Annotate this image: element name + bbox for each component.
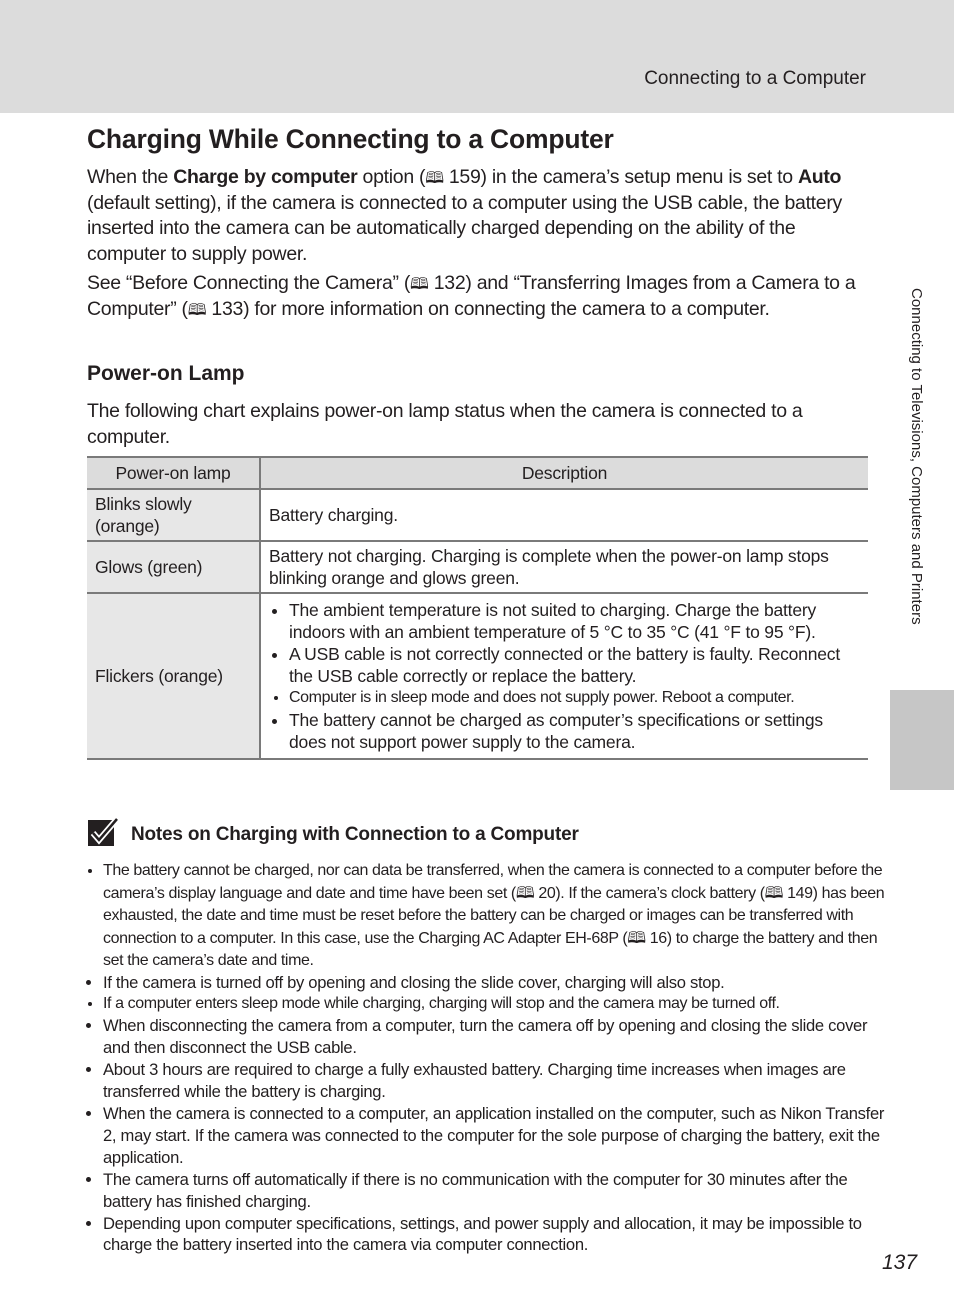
page-reference-icon: 🕮 (187, 299, 207, 319)
list-item: • The battery cannot be charged as computer’s specifications or settings does not support power supply to the camera. (289, 709, 860, 753)
intro-text: See “Before Connecting the Camera” ( (87, 272, 411, 294)
list-item: • When disconnecting the camera from a computer, turn the camera off by opening and closing the slide cover and then disconnect the USB cable. (103, 1015, 888, 1059)
intro-text: 159) in the camera’s setup menu is set to (443, 166, 798, 188)
power-on-lamp-description: The following chart explains power-on lamp status when the camera is connected to a computer. (87, 400, 803, 448)
description-cell: Battery charging. (260, 489, 868, 541)
intro-text: 133) for more information on connecting the camera to a computer. (206, 297, 770, 320)
list-item: • The camera turns off automatically if there is no communication with the computer for 30 minutes after the battery has finished charging. (103, 1169, 888, 1213)
intro-paragraph-1 (87, 165, 877, 267)
side-section-label (888, 288, 928, 708)
charge-by-computer-term: Charge by computer (173, 166, 358, 188)
note-text: 20). If the camera’s clock battery ( (534, 884, 765, 902)
power-on-lamp-heading: Power-on Lamp (87, 362, 245, 385)
list-item: • When the camera is connected to a computer, an application installed on the computer, such as Nikon Transfer 2, may start. If the camera was connected to the computer for the sole purpose of charging the battery, exit the application. (103, 1103, 888, 1169)
lamp-status-cell: Blinks slowly (orange) (87, 489, 260, 541)
side-section-label-text: Connecting to Televisions, Computers and Printers (908, 288, 925, 625)
list-item: • Depending upon computer specifications, settings, and power supply and allocation, it may be impossible to charge the battery inserted into the camera via computer connection. (103, 1213, 888, 1257)
checkmark-note-icon (87, 817, 119, 849)
intro-paragraph-2 (87, 271, 877, 322)
table-row (87, 541, 868, 593)
table-row (87, 593, 868, 759)
lamp-status-cell: Flickers (orange) (87, 593, 260, 759)
list-item: • A USB cable is not correctly connected or the battery is faulty. Reconnect the USB cable correctly or replace the battery. (289, 643, 860, 687)
page-reference-icon: 🕮 (410, 274, 429, 293)
section-header-title: Connecting to a Computer (644, 68, 866, 89)
description-bullet-list (269, 599, 860, 753)
intro-text: 132) and “Transferring Images from a Camera to a Computer” ( (87, 272, 856, 320)
intro-text: (default setting), if the camera is connected to a computer using the USB cable, the battery inserted into the camera can be automatically charged depending on the ability of the computer to supply power. (87, 191, 842, 265)
list-item: • The ambient temperature is not suited to charging. Charge the battery indoors with an ambient temperature of 5 °C to 35 °C (41 °F to 95 °F). (289, 599, 860, 643)
side-thumb-tab (890, 690, 954, 790)
list-item: • If the camera is turned off by opening and closing the slide cover, charging will also stop. (103, 972, 888, 994)
notes-title: Notes on Charging with Connection to a Computer (131, 824, 579, 845)
table-row (87, 489, 868, 541)
note-text: The battery cannot be charged, nor can data be transferred, when the camera is connected to a computer before the camera’s display language and date and time have been set ( (103, 862, 883, 902)
power-on-lamp-table (87, 456, 868, 760)
column-header-description: Description (260, 457, 868, 489)
page-number: 137 (882, 1251, 918, 1274)
column-header-lamp: Power-on lamp (87, 457, 260, 489)
page-header-band (0, 0, 954, 113)
list-item: • If a computer enters sleep mode while charging, charging will stop and the camera may be turned off. (103, 993, 888, 1015)
intro-text: When the (87, 166, 174, 188)
list-item: • About 3 hours are required to charge a fully exhausted battery. Charging time increases when images are transferred while the battery is charging. (103, 1059, 888, 1103)
page-reference-icon: 🕮 (764, 882, 784, 902)
notes-list (87, 860, 888, 1256)
note-text: 149) has been exhausted, the date and time must be reset before the battery can be charged or images can be transferred with connection to a computer. In this case, use the Charging AC Adapter EH-68P ( (103, 884, 885, 947)
intro-text: option ( (357, 166, 426, 188)
description-cell (260, 593, 868, 759)
list-item: • Computer is in sleep mode and does not supply power. Reboot a computer. (289, 687, 860, 709)
page-reference-icon: 🕮 (627, 927, 646, 947)
table-header-row (87, 457, 868, 489)
page-title: Charging While Connecting to a Computer (87, 124, 614, 154)
list-item (103, 860, 888, 972)
lamp-status-cell: Glows (green) (87, 541, 260, 593)
page-reference-icon: 🕮 (425, 168, 444, 187)
note-text: 16) to charge the battery and then set the camera’s date and time. (103, 929, 878, 969)
auto-term: Auto (797, 166, 842, 188)
description-cell: Battery not charging. Charging is complete when the power-on lamp stops blinking orange and glows green. (260, 541, 868, 593)
page-reference-icon: 🕮 (515, 882, 535, 902)
